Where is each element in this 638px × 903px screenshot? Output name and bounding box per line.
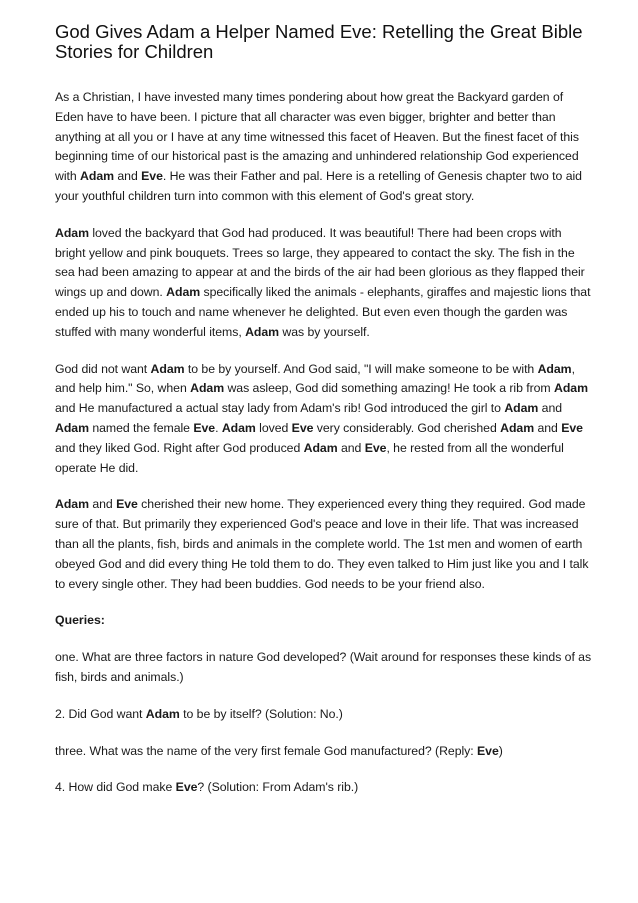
text-run: specifically liked the animals - elephants, giraffes and majestic lions that ended up his to touch and name whenever he delighted. But even even though the garden was stuffed with many wonderful items,	[55, 285, 591, 339]
text-run: As a Christian, I have invested many times pondering about how great the Backyard garden of Eden have to have been. I picture that all character was even bigger, brighter and better than anything at all you or I have at any time witnessed this facet of Heaven. But the finest facet of this beginning time of our historical past is the amazing and unhindered relationship God experienced with	[55, 90, 579, 184]
bold-name-run: Eve	[141, 169, 163, 184]
query-item-1	[55, 648, 594, 688]
paragraph-gap	[55, 631, 594, 648]
text-run: ? (Solution: From Adam's rib.)	[197, 780, 359, 795]
paragraph-gap	[55, 688, 594, 705]
bold-name-run: Eve	[291, 420, 314, 435]
text-run: one. What are three factors in nature God developed? (Wait around for responses these kinds of as fish, birds and animals.)	[55, 650, 592, 684]
bold-name-run: Eve	[477, 743, 499, 758]
paragraph-gap	[55, 478, 594, 495]
text-run: and	[114, 169, 142, 184]
text-run: loved	[255, 420, 292, 435]
text-run: and	[538, 401, 563, 416]
text-run: and	[337, 440, 365, 455]
bold-name-run: Eve	[193, 420, 216, 435]
text-run: loved the backyard that God had produced. It was beautiful! There had been crops with bright yellow and pink bouquets. Trees so large, they appeared to contact the sky. The fish in the sea had been amazing to appear at and the birds of the air had been glorious as they flapped their wings up and down.	[55, 225, 585, 300]
text-run: was by yourself.	[279, 324, 370, 339]
query-item-3	[55, 742, 594, 762]
text-run: .	[215, 420, 222, 435]
paragraph-gap	[55, 725, 594, 742]
document-title: God Gives Adam a Helper Named Eve: Retelling the Great Bible Stories for Children	[55, 21, 583, 62]
queries-heading: Queries:	[55, 613, 105, 628]
text-run: , and help him." So, when	[55, 361, 575, 396]
paragraph-backyard	[55, 224, 594, 343]
text-run: and	[534, 420, 562, 435]
text-run: God did not want	[55, 361, 151, 376]
bold-name-run: Eve	[364, 440, 387, 455]
paragraph-gap	[55, 594, 594, 611]
bold-name-run: Adam	[245, 324, 280, 339]
text-run: to be by yourself. And God said, "I will make someone to be with	[184, 361, 538, 376]
bold-name-run: Eve	[175, 780, 198, 795]
text-run: and He manufactured a actual stay lady from Adam's rib! God introduced the girl to	[55, 401, 505, 416]
text-run: to be by itself? (Solution: No.)	[179, 706, 343, 721]
query-item-4	[55, 778, 594, 798]
text-run: named the female	[88, 420, 194, 435]
bold-name-run: Adam	[500, 420, 535, 435]
paragraph-gap	[55, 343, 594, 360]
paragraph-helper	[55, 360, 594, 479]
bold-name-run: Adam	[504, 401, 539, 416]
bold-name-run: Adam	[55, 420, 89, 435]
bold-name-run: Adam	[150, 361, 185, 376]
text-run: , he rested from all the wonderful operate He did.	[55, 440, 564, 475]
text-run: 4. How did God make	[55, 780, 176, 795]
paragraph-intro	[55, 88, 594, 207]
bold-name-run: Adam	[221, 420, 256, 435]
text-run: 2. Did God want	[55, 706, 146, 721]
bold-name-run: Eve	[116, 497, 138, 512]
bold-name-run: Adam	[166, 285, 201, 300]
text-run: . He was their Father and pal. Here is a retelling of Genesis chapter two to aid your youthful children turn into common with this element of God's great story.	[55, 169, 582, 203]
text-run: was asleep, God did something amazing! He took a rib from	[224, 381, 554, 396]
bold-name-run: Adam	[190, 381, 225, 396]
bold-name-run: Adam	[55, 225, 89, 240]
paragraph-new-home	[55, 495, 594, 594]
paragraph-gap	[55, 761, 594, 778]
bold-name-run: Eve	[561, 420, 583, 435]
query-item-2	[55, 705, 594, 725]
bold-name-run: Adam	[554, 381, 588, 396]
bold-name-run: Adam	[80, 169, 115, 184]
paragraph-gap	[55, 207, 594, 224]
text-run: cherished their new home. They experienced every thing they required. God made sure of that. But primarily they experienced God's peace and love in their life. That was increased than all the plants, fish, birds and animals in the complete world. The 1st men and women of earth obeyed God and did every thing He told them to do. They even talked to Him just like you and I talk to every single other. They had been buddies. God needs to be your friend also.	[55, 497, 589, 591]
bold-name-run: Adam	[537, 361, 572, 376]
bold-name-run: Adam	[145, 706, 180, 721]
text-run: three. What was the name of the very first female God manufactured? (Reply:	[55, 743, 478, 758]
text-run: very considerably. God cherished	[313, 420, 501, 435]
bold-name-run: Adam	[55, 497, 89, 512]
bold-name-run: Adam	[303, 440, 338, 455]
text-run: )	[498, 743, 503, 758]
text-run: and	[88, 497, 117, 512]
text-run: and they liked God. Right after God produced	[55, 440, 304, 455]
